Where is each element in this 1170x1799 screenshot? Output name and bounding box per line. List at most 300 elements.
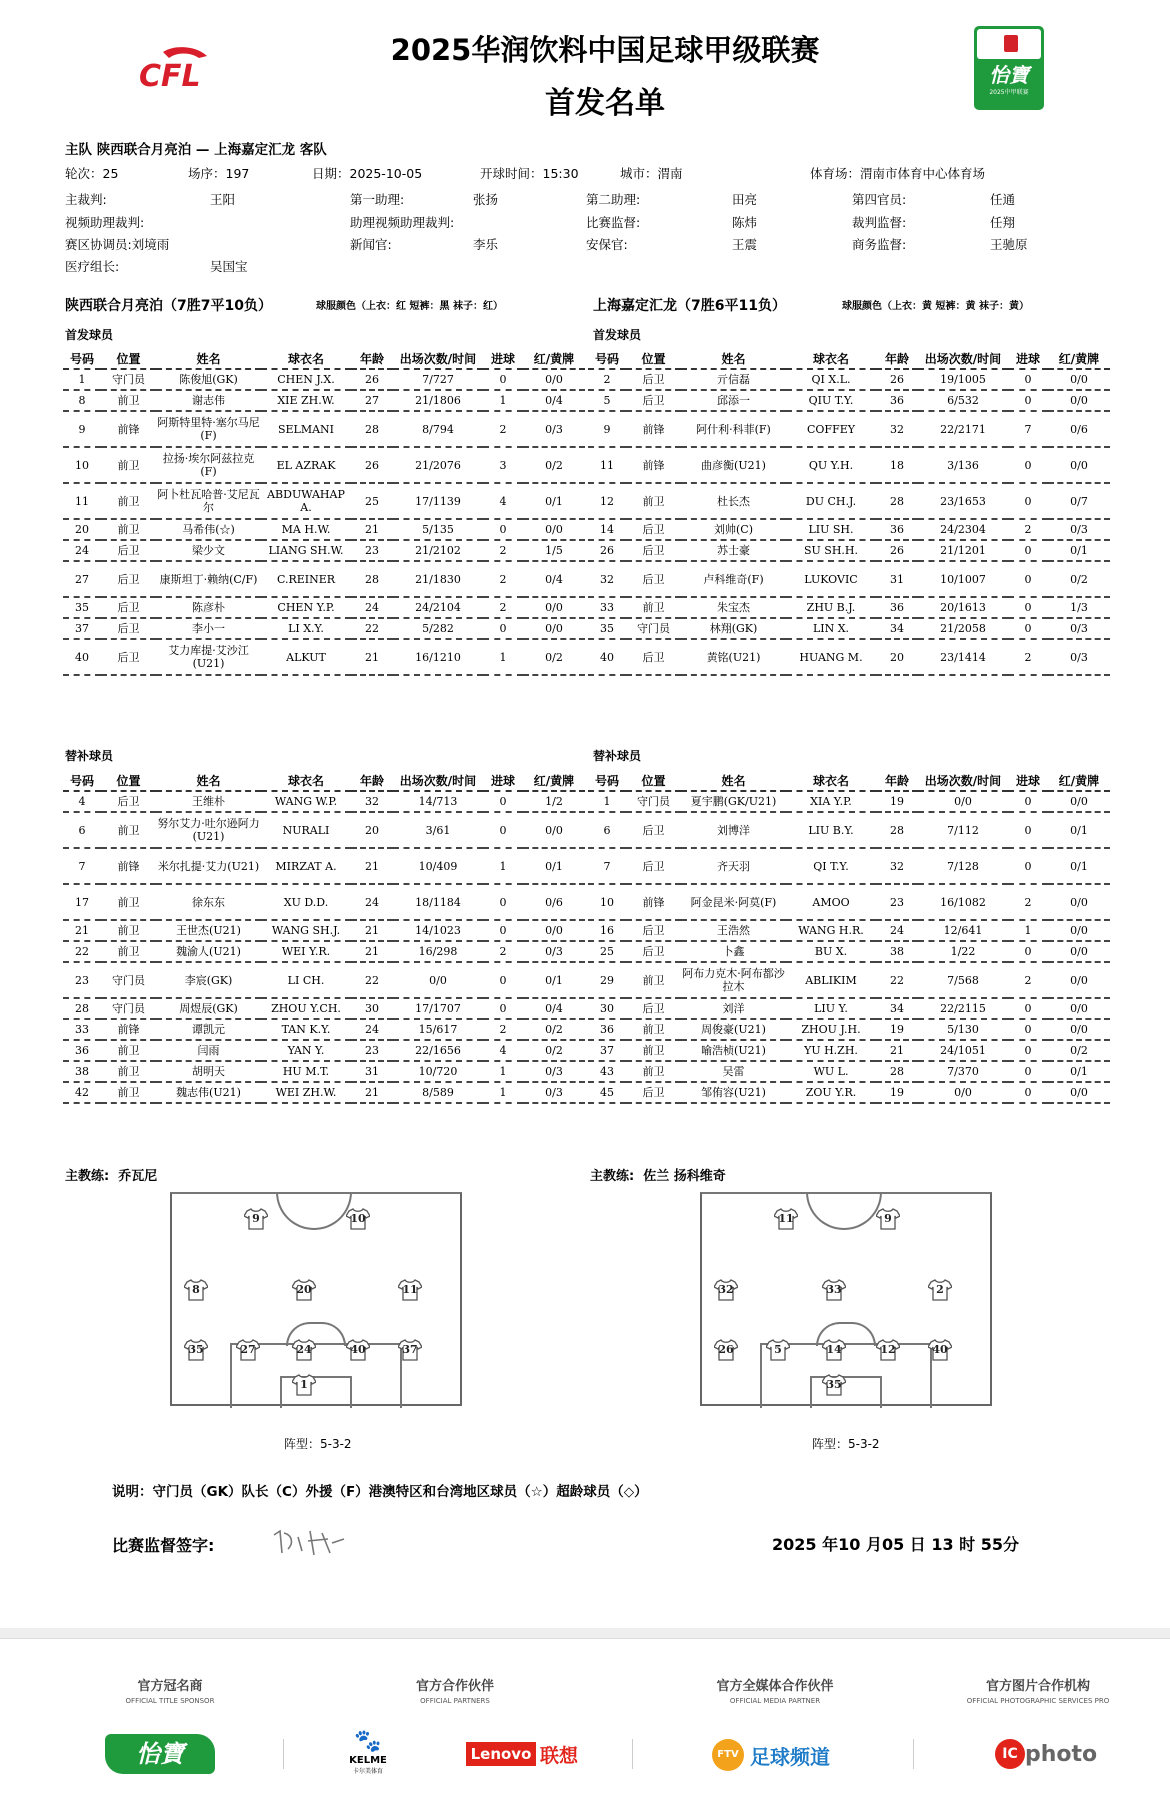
player-row <box>63 848 585 884</box>
player-row <box>63 369 585 390</box>
player-goals: 2 <box>483 411 523 447</box>
player-name: 齐天羽 <box>681 848 786 884</box>
player-apps: 8/794 <box>393 411 483 447</box>
player-age: 32 <box>351 791 393 812</box>
player-apps: 0/0 <box>918 791 1008 812</box>
player-number: 30 <box>588 998 626 1019</box>
cfl-logo-text: CFL <box>139 59 201 92</box>
player-shirt-name: AMOO <box>786 884 876 920</box>
shirt-number: 26 <box>718 1343 734 1356</box>
player-row <box>588 1082 1110 1103</box>
player-goals: 2 <box>1008 884 1048 920</box>
player-name: 朱宝杰 <box>681 597 786 618</box>
player-cards: 0/2 <box>523 639 585 675</box>
player-cards: 0/0 <box>1048 884 1110 920</box>
player-apps: 16/298 <box>393 941 483 962</box>
player-cards: 0/0 <box>1048 390 1110 411</box>
player-age: 22 <box>351 962 393 998</box>
player-row <box>588 962 1110 998</box>
player-position: 前卫 <box>101 483 156 519</box>
player-number: 9 <box>63 411 101 447</box>
player-name: 李宸(GK) <box>156 962 261 998</box>
player-name: 吴雷 <box>681 1061 786 1082</box>
away-formation-pitch <box>700 1192 992 1406</box>
player-row <box>63 998 585 1019</box>
player-row <box>588 884 1110 920</box>
official-value: 任通 <box>990 192 1016 207</box>
player-age: 36 <box>876 597 918 618</box>
player-goals: 1 <box>483 1082 523 1103</box>
away-coach: 主教练: 佐兰 扬科维奇 <box>590 1169 726 1184</box>
player-cards: 0/1 <box>1048 1061 1110 1082</box>
player-shirt-icon <box>714 1279 738 1301</box>
official-value: 陈炜 <box>732 215 758 230</box>
shirt-number: 8 <box>192 1283 200 1296</box>
player-shirt-name: MIRZAT A. <box>261 848 351 884</box>
player-age: 20 <box>351 812 393 848</box>
official-label: 安保官: <box>586 237 628 252</box>
player-name: 亓信磊 <box>681 369 786 390</box>
player-number: 23 <box>63 962 101 998</box>
player-number: 22 <box>63 941 101 962</box>
column-header: 年龄 <box>876 771 918 791</box>
player-apps: 10/409 <box>393 848 483 884</box>
player-name: 阿布力克木·阿布都沙拉木 <box>681 962 786 998</box>
player-name: 阿卜杜瓦哈普·艾尼瓦尔 <box>156 483 261 519</box>
column-header: 进球 <box>483 349 523 369</box>
away-starters-table <box>588 349 1110 676</box>
away-subs-table <box>588 771 1110 1104</box>
player-row <box>588 618 1110 639</box>
player-position: 后卫 <box>626 390 681 411</box>
player-position: 守门员 <box>101 962 156 998</box>
player-age: 22 <box>876 962 918 998</box>
player-number: 2 <box>588 369 626 390</box>
player-row <box>588 920 1110 941</box>
player-goals: 1 <box>483 390 523 411</box>
player-age: 28 <box>351 561 393 597</box>
player-apps: 7/128 <box>918 848 1008 884</box>
footer-sponsors <box>0 1638 1170 1799</box>
player-cards: 0/0 <box>1048 998 1110 1019</box>
player-goals: 0 <box>1008 597 1048 618</box>
player-age: 21 <box>351 1082 393 1103</box>
player-goals: 0 <box>483 962 523 998</box>
player-cards: 0/3 <box>1048 639 1110 675</box>
player-apps: 1/22 <box>918 941 1008 962</box>
footer-title-sponsor: 官方冠名商 OFFICIAL TITLE SPONSOR <box>125 1679 215 1705</box>
player-number: 5 <box>588 390 626 411</box>
player-name: 康斯坦丁·赖纳(C/F) <box>156 561 261 597</box>
player-apps: 10/720 <box>393 1061 483 1082</box>
official-label: 赛区协调员:刘境雨 <box>65 237 170 252</box>
player-row <box>63 447 585 483</box>
column-header: 球衣名 <box>786 771 876 791</box>
player-apps: 12/641 <box>918 920 1008 941</box>
player-goals: 2 <box>483 597 523 618</box>
player-goals: 0 <box>1008 791 1048 812</box>
player-shirt-icon <box>928 1279 952 1301</box>
player-apps: 5/282 <box>393 618 483 639</box>
player-shirt-name: DU CH.J. <box>786 483 876 519</box>
player-cards: 0/1 <box>1048 540 1110 561</box>
column-header: 位置 <box>101 771 156 791</box>
player-number: 4 <box>63 791 101 812</box>
shirt-number: 12 <box>880 1343 896 1356</box>
player-number: 37 <box>588 1040 626 1061</box>
player-row <box>63 1061 585 1082</box>
player-cards: 0/1 <box>1048 812 1110 848</box>
player-row <box>588 447 1110 483</box>
player-number: 14 <box>588 519 626 540</box>
player-apps: 24/1051 <box>918 1040 1008 1061</box>
player-age: 18 <box>876 447 918 483</box>
player-number: 36 <box>588 1019 626 1040</box>
shirt-number: 24 <box>296 1343 312 1356</box>
player-goals: 0 <box>1008 483 1048 519</box>
player-position: 前卫 <box>626 1040 681 1061</box>
player-shirt-icon <box>876 1208 900 1230</box>
player-shirt-name: CHEN Y.P. <box>261 597 351 618</box>
player-shirt-name: XIA Y.P. <box>786 791 876 812</box>
player-age: 21 <box>351 848 393 884</box>
away-coach-name: 佐兰 扬科维奇 <box>643 1169 726 1184</box>
player-age: 24 <box>351 884 393 920</box>
supervisor-sign-label: 比赛监督签字: <box>112 1536 215 1555</box>
official-value: 王震 <box>732 237 758 252</box>
player-goals: 0 <box>483 920 523 941</box>
player-shirt-icon <box>236 1339 260 1361</box>
player-apps: 16/1210 <box>393 639 483 675</box>
player-name: 胡明天 <box>156 1061 261 1082</box>
player-position: 前卫 <box>101 1040 156 1061</box>
player-age: 24 <box>351 597 393 618</box>
home-formation: 阵型：5-3-2 <box>284 1437 352 1451</box>
player-age: 20 <box>876 639 918 675</box>
player-shirt-name: LUKOVIC <box>786 561 876 597</box>
ftv-text: 足球频道 <box>750 1745 830 1769</box>
player-cards: 0/0 <box>1048 962 1110 998</box>
player-goals: 1 <box>483 848 523 884</box>
player-shirt-name: ABLIKIM <box>786 962 876 998</box>
player-apps: 0/0 <box>393 962 483 998</box>
official-value: 王驰原 <box>990 237 1028 252</box>
player-shirt-name: TAN K.Y. <box>261 1019 351 1040</box>
player-position: 后卫 <box>101 540 156 561</box>
player-goals: 0 <box>1008 1019 1048 1040</box>
player-goals: 0 <box>483 998 523 1019</box>
column-header: 姓名 <box>681 349 786 369</box>
player-apps: 0/0 <box>918 1082 1008 1103</box>
player-position: 前卫 <box>626 1061 681 1082</box>
player-number: 24 <box>63 540 101 561</box>
player-row <box>588 540 1110 561</box>
player-number: 35 <box>63 597 101 618</box>
official-value: 王阳 <box>210 192 236 207</box>
player-apps: 24/2104 <box>393 597 483 618</box>
player-cards: 0/0 <box>523 519 585 540</box>
player-name: 李小一 <box>156 618 261 639</box>
player-age: 24 <box>876 920 918 941</box>
shirt-number: 11 <box>402 1283 418 1296</box>
player-age: 23 <box>351 1040 393 1061</box>
player-shirt-name: HUANG M. <box>786 639 876 675</box>
away-subs-label: 替补球员 <box>593 749 642 763</box>
player-apps: 17/1139 <box>393 483 483 519</box>
player-apps: 17/1707 <box>393 998 483 1019</box>
player-apps: 7/370 <box>918 1061 1008 1082</box>
player-shirt-name: SELMANI <box>261 411 351 447</box>
column-header: 出场次数/时间 <box>393 349 483 369</box>
official-label: 新闻官: <box>350 237 392 252</box>
shirt-number: 14 <box>826 1343 842 1356</box>
player-row <box>63 390 585 411</box>
column-header: 姓名 <box>156 349 261 369</box>
player-name: 刘帅(C) <box>681 519 786 540</box>
player-age: 31 <box>876 561 918 597</box>
player-position: 后卫 <box>101 618 156 639</box>
player-cards: 0/0 <box>523 618 585 639</box>
official-value: 吴国宝 <box>210 259 248 274</box>
player-age: 21 <box>351 941 393 962</box>
photo-text: photo <box>1025 1742 1098 1767</box>
player-position: 前卫 <box>101 447 156 483</box>
player-number: 8 <box>63 390 101 411</box>
player-position: 前卫 <box>101 1082 156 1103</box>
player-number: 9 <box>588 411 626 447</box>
player-row <box>63 540 585 561</box>
player-name: 喻浩桢(U21) <box>681 1040 786 1061</box>
kickoff: 开球时间：15:30 <box>480 166 579 181</box>
column-header: 进球 <box>1008 349 1048 369</box>
player-apps: 21/1806 <box>393 390 483 411</box>
ftv-icon: FTV <box>712 1739 744 1771</box>
away-starters-label: 首发球员 <box>593 328 642 342</box>
player-apps: 22/2171 <box>918 411 1008 447</box>
player-apps: 14/713 <box>393 791 483 812</box>
player-number: 35 <box>588 618 626 639</box>
player-age: 32 <box>876 411 918 447</box>
player-row <box>588 848 1110 884</box>
player-position: 后卫 <box>101 639 156 675</box>
shirt-number: 37 <box>402 1343 418 1356</box>
player-age: 26 <box>351 369 393 390</box>
player-row <box>588 998 1110 1019</box>
home-starters-label: 首发球员 <box>65 328 114 342</box>
shirt-number: 10 <box>350 1212 366 1225</box>
player-row <box>63 884 585 920</box>
player-shirt-icon <box>292 1339 316 1361</box>
player-name: 周俊豪(U21) <box>681 1019 786 1040</box>
player-position: 前卫 <box>626 483 681 519</box>
player-apps: 16/1082 <box>918 884 1008 920</box>
player-goals: 0 <box>1008 1082 1048 1103</box>
player-number: 45 <box>588 1082 626 1103</box>
player-age: 26 <box>351 447 393 483</box>
player-name: 拉扬·埃尔阿兹拉克(F) <box>156 447 261 483</box>
player-position: 后卫 <box>626 812 681 848</box>
player-shirt-name: QI X.L. <box>786 369 876 390</box>
page-subtitle: 首发名单 <box>545 86 665 121</box>
sponsor-name: 怡寶 <box>989 63 1029 87</box>
player-apps: 23/1414 <box>918 639 1008 675</box>
player-row <box>588 390 1110 411</box>
sponsor-sub: 2025中甲联赛 <box>989 89 1029 96</box>
column-header: 球衣名 <box>786 349 876 369</box>
player-cards: 1/3 <box>1048 597 1110 618</box>
player-apps: 22/2115 <box>918 998 1008 1019</box>
player-goals: 0 <box>1008 369 1048 390</box>
player-number: 11 <box>63 483 101 519</box>
player-shirt-icon <box>244 1208 268 1230</box>
player-name: 周煜辰(GK) <box>156 998 261 1019</box>
player-apps: 14/1023 <box>393 920 483 941</box>
player-shirt-name: YU H.ZH. <box>786 1040 876 1061</box>
player-shirt-icon <box>876 1339 900 1361</box>
official-label: 第二助理: <box>586 192 641 207</box>
player-age: 28 <box>351 411 393 447</box>
player-number: 43 <box>588 1061 626 1082</box>
player-name: 徐东东 <box>156 884 261 920</box>
player-shirt-name: LIU Y. <box>786 998 876 1019</box>
player-shirt-icon <box>184 1339 208 1361</box>
player-number: 40 <box>588 639 626 675</box>
column-header: 号码 <box>588 349 626 369</box>
player-shirt-name: WEI ZH.W. <box>261 1082 351 1103</box>
player-age: 36 <box>876 390 918 411</box>
player-age: 28 <box>876 1061 918 1082</box>
player-goals: 0 <box>483 791 523 812</box>
player-shirt-name: ZOU Y.R. <box>786 1082 876 1103</box>
match-line: 主队 陕西联合月亮泊 — 上海嘉定汇龙 客队 <box>65 142 327 158</box>
player-apps: 18/1184 <box>393 884 483 920</box>
player-goals: 0 <box>1008 447 1048 483</box>
player-position: 前锋 <box>626 447 681 483</box>
player-shirt-name: YAN Y. <box>261 1040 351 1061</box>
player-name: 阿斯特里特·塞尔马尼(F) <box>156 411 261 447</box>
player-goals: 0 <box>1008 812 1048 848</box>
player-number: 1 <box>588 791 626 812</box>
player-cards: 0/3 <box>523 941 585 962</box>
match-no: 场序：197 <box>188 166 250 181</box>
column-header: 球衣名 <box>261 771 351 791</box>
player-shirt-name: WU L. <box>786 1061 876 1082</box>
player-apps: 3/136 <box>918 447 1008 483</box>
player-row <box>588 561 1110 597</box>
player-number: 6 <box>588 812 626 848</box>
player-row <box>588 1019 1110 1040</box>
player-apps: 20/1613 <box>918 597 1008 618</box>
player-row <box>63 411 585 447</box>
player-goals: 0 <box>483 519 523 540</box>
player-age: 38 <box>876 941 918 962</box>
shirt-number: 32 <box>718 1283 734 1296</box>
shirt-number: 35 <box>188 1343 204 1356</box>
player-apps: 19/1005 <box>918 369 1008 390</box>
player-goals: 0 <box>1008 1040 1048 1061</box>
player-number: 10 <box>588 884 626 920</box>
footer-partners: 官方合作伙伴 OFFICIAL PARTNERS <box>415 1679 494 1705</box>
player-shirt-name: QIU T.Y. <box>786 390 876 411</box>
column-header: 出场次数/时间 <box>918 349 1008 369</box>
player-age: 23 <box>876 884 918 920</box>
player-age: 23 <box>351 540 393 561</box>
column-header: 位置 <box>626 349 681 369</box>
player-apps: 8/589 <box>393 1082 483 1103</box>
player-number: 29 <box>588 962 626 998</box>
home-formation-pitch <box>170 1192 462 1406</box>
player-name: 王世杰(U21) <box>156 920 261 941</box>
player-apps: 10/1007 <box>918 561 1008 597</box>
player-name: 闫雨 <box>156 1040 261 1061</box>
player-cards: 0/3 <box>523 1082 585 1103</box>
player-goals: 3 <box>483 447 523 483</box>
player-shirt-name: QU Y.H. <box>786 447 876 483</box>
player-cards: 0/0 <box>523 369 585 390</box>
player-position: 后卫 <box>626 639 681 675</box>
player-name: 邱添一 <box>681 390 786 411</box>
player-position: 前卫 <box>101 1061 156 1082</box>
player-shirt-icon <box>822 1339 846 1361</box>
player-shirt-icon <box>398 1279 422 1301</box>
player-name: 米尔扎提·艾力(U21) <box>156 848 261 884</box>
player-apps: 7/568 <box>918 962 1008 998</box>
player-number: 20 <box>63 519 101 540</box>
player-position: 前锋 <box>101 411 156 447</box>
player-row <box>63 941 585 962</box>
player-age: 28 <box>876 483 918 519</box>
player-row <box>63 1040 585 1061</box>
player-shirt-icon <box>346 1339 370 1361</box>
player-cards: 0/0 <box>1048 1082 1110 1103</box>
player-goals: 2 <box>1008 639 1048 675</box>
player-position: 守门员 <box>626 618 681 639</box>
player-position: 前锋 <box>626 411 681 447</box>
player-number: 40 <box>63 639 101 675</box>
player-number: 37 <box>63 618 101 639</box>
player-position: 后卫 <box>101 791 156 812</box>
player-shirt-name: QI T.Y. <box>786 848 876 884</box>
column-header: 号码 <box>63 771 101 791</box>
player-cards: 0/0 <box>523 920 585 941</box>
player-row <box>63 962 585 998</box>
player-row <box>588 519 1110 540</box>
column-header: 出场次数/时间 <box>918 771 1008 791</box>
player-apps: 7/727 <box>393 369 483 390</box>
shirt-number: 9 <box>252 1212 260 1225</box>
player-number: 10 <box>63 447 101 483</box>
player-goals: 2 <box>483 941 523 962</box>
player-cards: 0/3 <box>1048 618 1110 639</box>
yibao-logo: 怡寶 <box>105 1734 215 1774</box>
player-apps: 15/617 <box>393 1019 483 1040</box>
kelme-logo: 🐾 KELME 卡尔美体育 <box>338 1729 398 1775</box>
player-goals: 2 <box>483 1019 523 1040</box>
player-goals: 2 <box>1008 519 1048 540</box>
player-row <box>588 411 1110 447</box>
player-cards: 0/0 <box>1048 920 1110 941</box>
player-shirt-icon <box>184 1279 208 1301</box>
official-label: 视频助理裁判: <box>65 215 145 230</box>
official-label: 助理视频助理裁判: <box>350 215 455 230</box>
player-cards: 0/4 <box>523 390 585 411</box>
player-row <box>63 1082 585 1103</box>
player-number: 7 <box>63 848 101 884</box>
official-label: 第一助理: <box>350 192 405 207</box>
player-apps: 24/2304 <box>918 519 1008 540</box>
home-subs-label: 替补球员 <box>65 749 114 763</box>
player-cards: 0/2 <box>523 447 585 483</box>
